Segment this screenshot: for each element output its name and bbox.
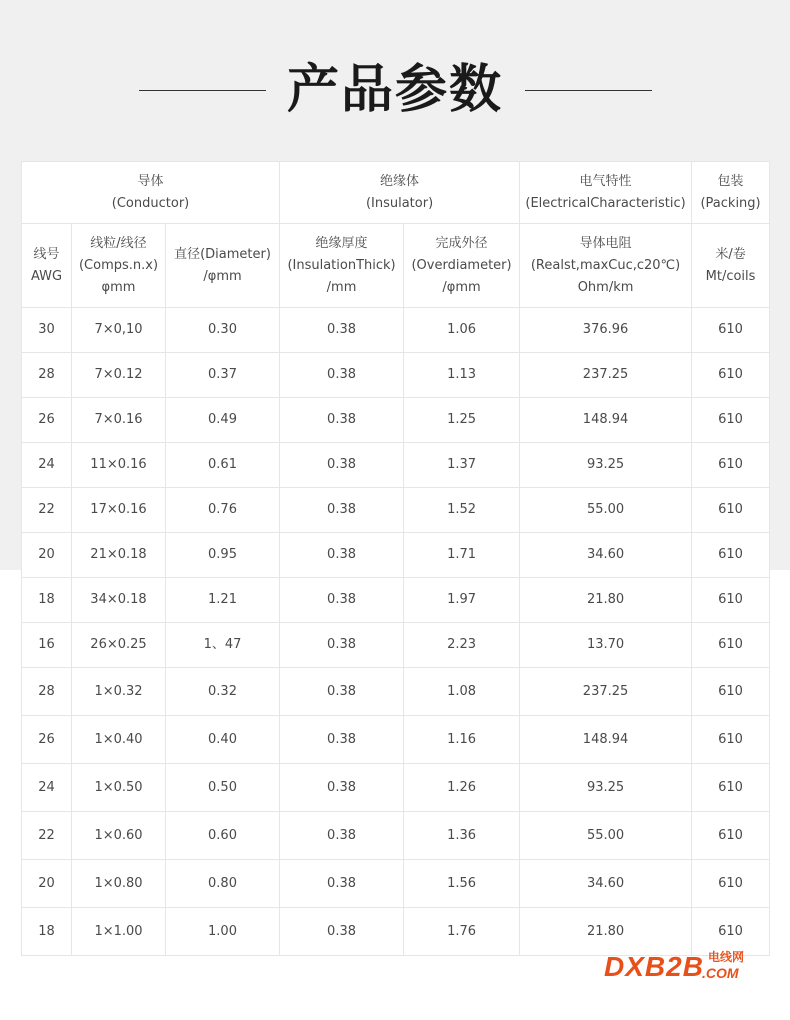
cell-overdiameter: 1.25 [404,398,520,443]
cell-awg: 20 [22,860,72,908]
cell-diameter: 0.40 [166,716,280,764]
dxb2b-logo [604,950,764,984]
cell-awg: 16 [22,623,72,668]
cell-awg: 18 [22,908,72,956]
header-overdiameter: 完成外径 (Overdiameter) /φmm [404,224,520,308]
table-row [22,488,770,533]
cell-resistance: 55.00 [520,488,692,533]
cell-resistance: 34.60 [520,533,692,578]
cell-thick: 0.38 [280,353,404,398]
cell-comps: 1×0.32 [72,668,166,716]
cell-thick: 0.38 [280,764,404,812]
header-awg: 线号 AWG [22,224,72,308]
cell-diameter: 0.32 [166,668,280,716]
cell-overdiameter: 1.56 [404,860,520,908]
table-row [22,668,770,716]
cell-diameter: 0.30 [166,308,280,353]
cell-thick: 0.38 [280,812,404,860]
cell-awg: 26 [22,716,72,764]
cell-resistance: 21.80 [520,578,692,623]
cell-coils: 610 [692,716,770,764]
cell-coils: 610 [692,308,770,353]
cell-overdiameter: 1.13 [404,353,520,398]
cell-overdiameter: 1.36 [404,812,520,860]
cell-coils: 610 [692,443,770,488]
table-row [22,443,770,488]
cell-overdiameter: 1.97 [404,578,520,623]
cell-comps: 1×0.60 [72,812,166,860]
header-coils: 米/卷 Mt/coils [692,224,770,308]
cell-thick: 0.38 [280,716,404,764]
cell-resistance: 237.25 [520,353,692,398]
cell-diameter: 0.49 [166,398,280,443]
cell-coils: 610 [692,353,770,398]
cell-awg: 28 [22,668,72,716]
header-diameter: 直径(Diameter) /φmm [166,224,280,308]
logo-cn-text: 电线网 [708,950,745,964]
table-row [22,764,770,812]
header-packing: 包装 (Packing) [692,162,770,224]
cell-diameter: 0.61 [166,443,280,488]
cell-awg: 24 [22,443,72,488]
table-row [22,716,770,764]
cell-comps: 7×0.12 [72,353,166,398]
cell-overdiameter: 1.26 [404,764,520,812]
spec-table [21,161,770,956]
cell-thick: 0.38 [280,668,404,716]
header-thick: 绝缘厚度 (InsulationThick) /mm [280,224,404,308]
cell-diameter: 0.37 [166,353,280,398]
cell-awg: 22 [22,488,72,533]
cell-overdiameter: 2.23 [404,623,520,668]
table-body [22,308,770,956]
title-divider-right [525,90,652,91]
title-area [0,58,790,122]
cell-overdiameter: 1.06 [404,308,520,353]
cell-coils: 610 [692,860,770,908]
cell-coils: 610 [692,668,770,716]
page-title: 产品参数 [286,60,503,120]
cell-comps: 7×0.16 [72,398,166,443]
cell-awg: 18 [22,578,72,623]
cell-resistance: 148.94 [520,716,692,764]
cell-resistance: 148.94 [520,398,692,443]
header-resistance: 导体电阻 (Realst,maxCuc,c20℃) Ohm/km [520,224,692,308]
cell-thick: 0.38 [280,533,404,578]
cell-coils: 610 [692,533,770,578]
cell-awg: 24 [22,764,72,812]
header-row-group [22,162,770,224]
cell-resistance: 93.25 [520,443,692,488]
cell-coils: 610 [692,398,770,443]
table-row [22,398,770,443]
cell-comps: 7×0,10 [72,308,166,353]
cell-comps: 17×0.16 [72,488,166,533]
cell-resistance: 376.96 [520,308,692,353]
table-row [22,812,770,860]
cell-awg: 20 [22,533,72,578]
table-row [22,533,770,578]
logo-main-text: DXB2B [604,951,704,982]
cell-thick: 0.38 [280,860,404,908]
cell-thick: 0.38 [280,578,404,623]
table-row [22,578,770,623]
cell-diameter: 1.21 [166,578,280,623]
cell-thick: 0.38 [280,488,404,533]
cell-diameter: 0.60 [166,812,280,860]
cell-diameter: 0.76 [166,488,280,533]
cell-comps: 1×0.80 [72,860,166,908]
cell-overdiameter: 1.52 [404,488,520,533]
cell-thick: 0.38 [280,308,404,353]
cell-comps: 26×0.25 [72,623,166,668]
header-insulator: 绝缘体 (Insulator) [280,162,520,224]
table-row [22,860,770,908]
cell-diameter: 1.00 [166,908,280,956]
cell-resistance: 93.25 [520,764,692,812]
cell-overdiameter: 1.16 [404,716,520,764]
header-conductor: 导体 (Conductor) [22,162,280,224]
cell-overdiameter: 1.76 [404,908,520,956]
cell-thick: 0.38 [280,443,404,488]
cell-coils: 610 [692,623,770,668]
cell-resistance: 237.25 [520,668,692,716]
cell-awg: 22 [22,812,72,860]
cell-comps: 21×0.18 [72,533,166,578]
cell-diameter: 1、47 [166,623,280,668]
cell-diameter: 0.80 [166,860,280,908]
cell-coils: 610 [692,908,770,956]
cell-coils: 610 [692,578,770,623]
cell-diameter: 0.95 [166,533,280,578]
cell-awg: 28 [22,353,72,398]
header-row-columns [22,224,770,308]
cell-overdiameter: 1.08 [404,668,520,716]
cell-comps: 34×0.18 [72,578,166,623]
header-electrical: 电气特性 (ElectricalCharacteristic) [520,162,692,224]
table-row [22,623,770,668]
cell-diameter: 0.50 [166,764,280,812]
logo-com-text: .COM [702,965,739,981]
cell-coils: 610 [692,488,770,533]
table-row [22,308,770,353]
cell-resistance: 21.80 [520,908,692,956]
cell-comps: 11×0.16 [72,443,166,488]
cell-thick: 0.38 [280,908,404,956]
cell-resistance: 34.60 [520,860,692,908]
cell-awg: 30 [22,308,72,353]
cell-overdiameter: 1.71 [404,533,520,578]
cell-resistance: 13.70 [520,623,692,668]
cell-coils: 610 [692,812,770,860]
cell-resistance: 55.00 [520,812,692,860]
cell-coils: 610 [692,764,770,812]
header-comps: 线粒/线径 (Comps.n.x) φmm [72,224,166,308]
table-row [22,908,770,956]
table-row [22,353,770,398]
cell-comps: 1×0.40 [72,716,166,764]
cell-awg: 26 [22,398,72,443]
cell-comps: 1×1.00 [72,908,166,956]
cell-thick: 0.38 [280,623,404,668]
cell-thick: 0.38 [280,398,404,443]
cell-comps: 1×0.50 [72,764,166,812]
cell-overdiameter: 1.37 [404,443,520,488]
